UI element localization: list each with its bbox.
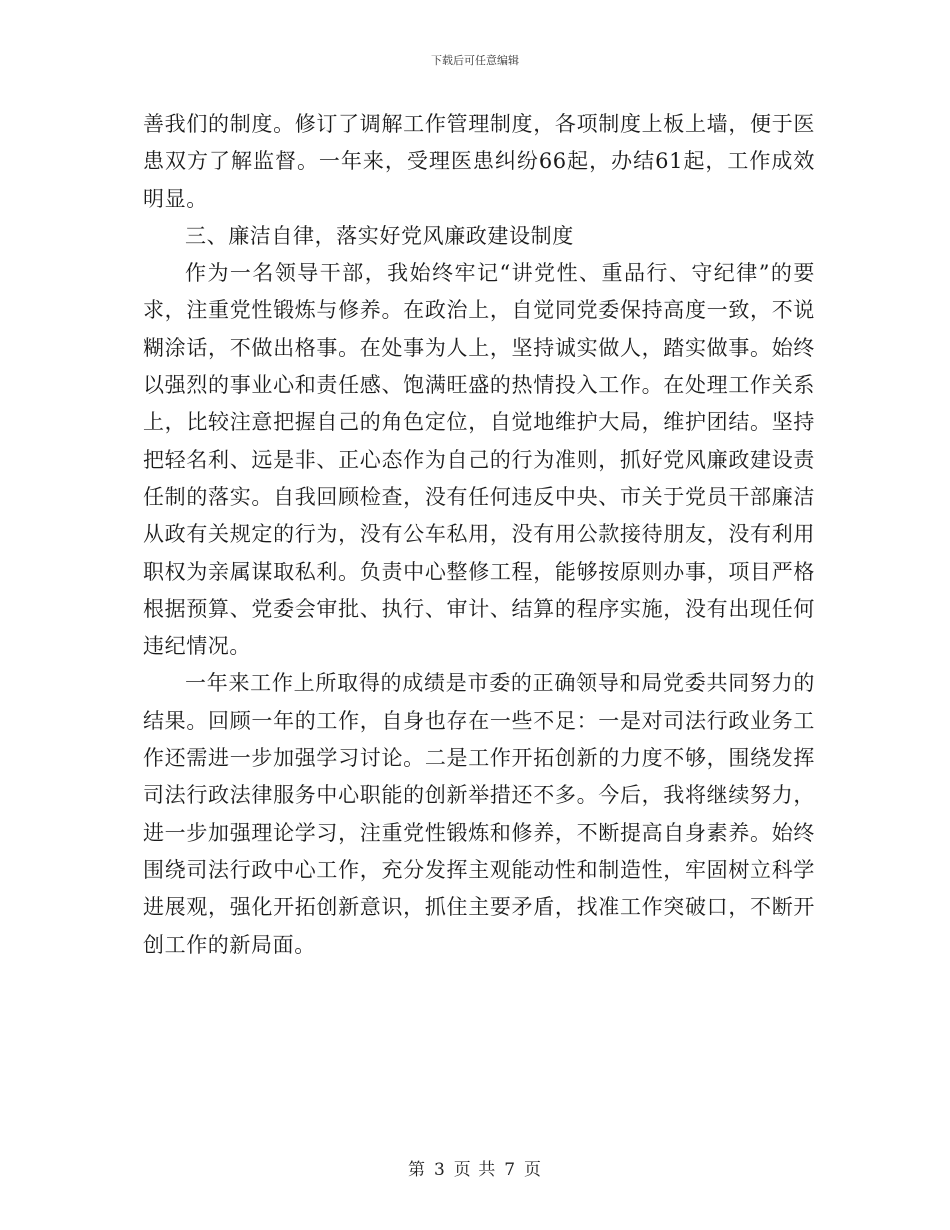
page-number-middle: 页 共 [453, 1160, 497, 1180]
page-number-current: 3 [433, 1160, 446, 1180]
paragraph-3: 一年来工作上所取得的成绩是市委的正确领导和局党委共同努力的结果。回顾一年的工作，自身也存在一些不足：一是对司法行政业务工作还需进一步加强学习讨论。二是工作开拓创新的力度不够，围绕发挥司法行政法律服务中心职能的创新举措还不多。今后，我将继续努力，进一步加强理论学习，注重党性锻炼和修养，不断提高自身素养。始终围绕司法行政中心工作，充分发挥主观能动性和制造性，牢固树立科学进展观，强化开拓创新意识，抓住主要矛盾，找准工作突破口，不断开创工作的新局面。 [143, 671, 815, 957]
paragraph-1: 善我们的制度。修订了调解工作管理制度，各项制度上板上墙，便于医患双方了解监督。一年来，受理医患纠纷66起，办结61起，工作成效明显。 [143, 112, 815, 211]
document-body [143, 106, 815, 964]
paragraph-2: 作为一名领导干部，我始终牢记“讲党性、重品行、守纪律”的要求，注重党性锻炼与修养。在政治上，自觉同党委保持高度一致，不说糊涂话，不做出格事。在处事为人上，坚持诚实做人，踏实做事。始终以强烈的事业心和责任感、饱满旺盛的热情投入工作。在处理工作关系上，比较注意把握自己的角色定位，自觉地维护大局，维护团结。坚持把轻名利、远是非、正心态作为自己的行为准则，抓好党风廉政建设责任制的落实。自我回顾检查，没有任何违反中央、市关于党员干部廉洁从政有关规定的行为，没有公车私用，没有用公款接待朋友，没有利用职权为亲属谋取私利。负责中心整修工程，能够按原则办事，项目严格根据预算、党委会审批、执行、审计、结算的程序实施，没有出现任何违纪情况。 [143, 261, 815, 659]
section-heading: 三、廉洁自律，落实好党风廉政建设制度 [185, 223, 574, 248]
page-number-suffix: 页 [524, 1160, 543, 1180]
page-header: 下载后可任意编辑 [431, 54, 519, 67]
page-number-total: 7 [504, 1160, 517, 1180]
page-number-prefix: 第 [407, 1160, 426, 1180]
page-number [0, 1155, 950, 1180]
